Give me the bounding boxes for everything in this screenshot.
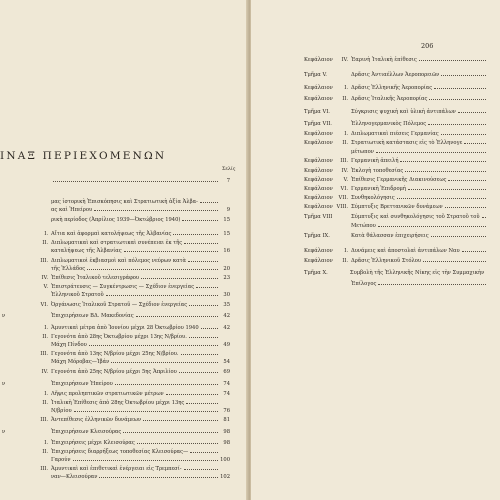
leader-dots: [141, 273, 218, 279]
toc-entry: [2, 349, 230, 357]
toc-entry: [304, 55, 498, 63]
entry-title: Ἐπίλογος: [351, 281, 377, 287]
leader-dots: [181, 349, 218, 355]
entry-number: II.: [42, 240, 48, 246]
entry-label: Κεφάλαιον: [304, 204, 333, 210]
entry-page: 69: [223, 369, 230, 375]
toc-entry: [304, 166, 498, 174]
entry-number: III.: [40, 417, 48, 423]
leader-dots: [462, 246, 486, 252]
leader-dots: [94, 205, 218, 211]
toc-entry: [304, 246, 498, 254]
entry-title: Διπλωματικαὶ πιέσεις Γερμανίας: [351, 131, 439, 137]
page-number: 206: [421, 42, 434, 50]
leader-dots: [111, 357, 218, 363]
entry-title: Ἐκλογὴ τοποθεσίας: [351, 168, 404, 174]
leader-dots: [400, 156, 486, 162]
entry-number: II.: [42, 334, 48, 340]
leader-dots: [123, 427, 218, 433]
entry-label: Τμῆμα VII.: [304, 121, 332, 127]
leader-dots: [431, 231, 486, 237]
leader-dots: [186, 398, 218, 404]
entry-title: Ἐπιστράτευσις — Συγκέντρωσις — Σχέδιον ἐνεργείας: [51, 284, 195, 290]
leader-dots: [115, 379, 218, 385]
toc-entry: [2, 238, 230, 246]
entry-page: 100: [220, 457, 230, 463]
entry-label: Τμῆμα VI.: [304, 109, 330, 115]
entry-title: Γερμανικὴ Ἐπιδρομή: [351, 186, 407, 192]
toc-entry: [2, 229, 230, 237]
toc-entry: [304, 212, 498, 220]
entry-label: Τμῆμα V.: [304, 72, 327, 78]
entry-prefix: ν: [2, 313, 6, 319]
entry-title: Γαρούν: [51, 457, 71, 463]
leader-dots: [397, 193, 486, 199]
leader-dots: [434, 83, 486, 89]
leader-dots: [173, 229, 218, 235]
entry-page: 23: [223, 275, 230, 281]
entry-title: Ἀντεπίθεσις ἑλληνικῶν δυνάμεων: [51, 417, 142, 423]
toc-entry: [2, 438, 230, 446]
leader-dots: [419, 55, 486, 61]
entry-label: Κεφάλαιον: [304, 158, 333, 164]
leader-dots: [166, 389, 218, 395]
leader-dots: [189, 332, 218, 338]
leader-dots: [445, 202, 486, 208]
entry-prefix: ν: [2, 381, 6, 387]
entry-page: 74: [223, 391, 230, 397]
entry-title: Συμβολὴ τῆς Ἑλληνικῆς Νίκης εἰς τὴν Συμμαχικὴν: [349, 270, 485, 276]
entry-title: Ἰταλικὴ Ἐπίθεσις ἀπὸ 28ης Ὀκτωβρίου μέχρι 13ης: [51, 400, 185, 406]
entry-title: Ἐπίθεσις Ἰταλικοῦ τελεσιγράφου: [51, 275, 140, 281]
toc-entry: [2, 367, 230, 375]
leader-dots: [405, 166, 486, 172]
toc-entry: [2, 340, 230, 348]
entry-number: VI.: [340, 186, 348, 192]
entry-number: VI.: [40, 302, 48, 308]
toc-entry: [2, 176, 230, 184]
entry-number: IV.: [341, 57, 348, 63]
leader-dots: [201, 323, 218, 329]
toc-entry: [2, 472, 230, 480]
toc-entry: [304, 129, 498, 137]
entry-title: Αἴτια καὶ ἀφορμαὶ κατολήψεως τῆς Ἀλβανίας: [51, 231, 172, 237]
entry-number: I.: [344, 131, 348, 137]
leader-dots: [428, 119, 486, 125]
entry-label: Κεφάλαιον: [304, 195, 333, 201]
entry-title: Δρᾶσις Ἰταλικῆς Ἀεροπορίας: [351, 96, 428, 102]
entry-label: Κεφάλαιον: [304, 85, 333, 91]
toc-entry: [2, 464, 230, 472]
entry-title: Συνθηκολόγησις: [351, 195, 395, 201]
toc-entry: [304, 193, 498, 201]
toc-entry: [304, 202, 498, 210]
entry-label: Κεφάλαιον: [304, 177, 333, 183]
toc-entry: [2, 300, 230, 308]
entry-number: VIII.: [336, 204, 348, 210]
entry-title: Σύμπτυξις Βρεττανικῶν δυνάμεων: [351, 204, 443, 210]
entry-page: 30: [223, 292, 230, 298]
leader-dots: [464, 138, 486, 144]
leader-dots: [200, 197, 218, 203]
entry-page: 54: [223, 359, 230, 365]
entry-number: I.: [344, 85, 348, 91]
entry-page: 76: [223, 408, 230, 414]
entry-label: Κεφάλαιον: [304, 258, 333, 264]
entry-label: Κεφάλαιον: [304, 168, 333, 174]
entry-number: V.: [43, 284, 48, 290]
entry-number: I.: [44, 231, 48, 237]
entry-page: 81: [223, 417, 230, 423]
toc-entry: [2, 282, 230, 290]
entry-page: 20: [223, 266, 230, 272]
leader-dots: [73, 455, 218, 461]
entry-title: Ἐπιχειρήσεις μέχρι Κλεισούρας: [51, 440, 135, 446]
entry-number: III.: [40, 466, 48, 472]
leader-dots: [429, 94, 486, 100]
leader-dots: [87, 264, 218, 270]
leader-dots: [408, 184, 486, 190]
entry-page: 15: [223, 217, 230, 223]
toc-entry: [304, 279, 498, 287]
toc-entry: [2, 273, 230, 281]
entry-title: Γεγονότα ἀπὸ 28ης Ὀκτωβρίου μέχρι 13ης Ν/βρίου.: [51, 334, 187, 340]
leader-dots: [136, 311, 218, 317]
toc-entry: [304, 175, 498, 183]
leader-dots: [189, 300, 218, 306]
entry-title: Δρᾶσις Ἑλληνικῆς Ἀεροπορίας: [351, 85, 433, 91]
entry-label: Κεφάλαιον: [304, 248, 333, 254]
entry-title: τῆς Ἑλλάδος: [51, 266, 86, 272]
leader-dots: [423, 256, 486, 262]
entry-number: III.: [340, 158, 348, 164]
entry-page: 102: [220, 474, 230, 480]
entry-page: 42: [223, 325, 230, 331]
entry-title: Σύγκρισις ψυχικὴ καὶ ὑλικὴ ἀντιπάλων: [351, 109, 456, 115]
toc-entry: [304, 138, 498, 146]
entry-page: 9: [226, 207, 230, 213]
entry-title: Σύμπτυξις καὶ συνθηκολόγησις τοῦ Στρατοῦ τοῦ: [351, 214, 480, 220]
leader-dots: [124, 246, 218, 252]
toc-entry: [304, 107, 498, 115]
toc-entry: [304, 221, 498, 229]
entry-title: μας ἱστορικὴ Ἐπισκόπησις καὶ Στρατιωτικὴ ἀξία Ἀλβα-: [51, 199, 198, 205]
entry-number: IV.: [341, 168, 348, 174]
entry-title: Λῆψις προληπτικῶν στρατιωτικῶν μέτρων: [51, 391, 164, 397]
toc-entry: [304, 119, 498, 127]
entry-title: Δρᾶσις Ἀντιαέλλων Ἀεροπορειῶν: [351, 72, 440, 78]
leader-dots: [106, 290, 218, 296]
entry-label: Κεφάλαιον: [304, 186, 333, 192]
entry-title: ρικὴ περίοδος (Ἀπρίλιος 1939—Ὀκτώβριος 1940): [51, 217, 181, 223]
entry-title: Διπλωματικαὶ καὶ στρατιωτικαὶ συνέπειαι ἐκ τῆς: [51, 240, 183, 246]
toc-entry: [2, 389, 230, 397]
entry-number: I.: [344, 248, 348, 254]
entry-number: IV.: [41, 275, 48, 281]
leader-dots: [179, 367, 218, 373]
leader-dots: [74, 406, 218, 412]
toc-entry: [304, 94, 498, 102]
entry-number: III.: [40, 258, 48, 264]
entry-title: Ἐπίθεσις Γερμανικῆς Διακινούσεως: [351, 177, 447, 183]
leader-dots: [441, 129, 486, 135]
entry-number: II.: [342, 258, 348, 264]
leader-dots: [482, 212, 486, 218]
entry-label: Κεφάλαιον: [304, 140, 333, 146]
entry-title: Δρᾶσις Ἑλληνικοῦ Στόλου: [351, 258, 422, 264]
entry-number: I.: [44, 391, 48, 397]
entry-number: I.: [44, 440, 48, 446]
entry-number: II.: [42, 400, 48, 406]
entry-title: Ἐπιχειρήσεων Ἠπείρου: [51, 381, 113, 387]
leader-dots: [99, 472, 218, 478]
toc-entry: [2, 406, 230, 414]
entry-page: 98: [223, 440, 230, 446]
entry-page: 49: [223, 342, 230, 348]
leader-dots: [137, 438, 218, 444]
entry-title: Ἐαρινὴ Ἰταλικὴ ἐπίθεσις: [351, 57, 417, 63]
leader-dots: [196, 282, 218, 288]
entry-title: Ὀργάνωσις Ἰταλικοῦ Στρατοῦ — Σχέδιον ἐνεργείας: [51, 302, 188, 308]
entry-label: Τμῆμα Χ.: [304, 270, 328, 276]
toc-entry: [2, 215, 230, 223]
entry-title: ναν—Κλεισούραν: [51, 474, 98, 480]
entry-prefix: ν: [2, 429, 6, 435]
entry-title: Ἐπιχειρήσεων ΒΔ. Μακεδονίας: [51, 313, 134, 319]
entry-title: Γεγονότα ἀπὸ 25ης Ν/βρίου μέχρι 5ης Ἀπριλίου: [51, 369, 177, 375]
entry-title: Ἀμυντικαὶ μέτρα ἀπὸ Ἰουνίου μέχρι 28 Ὀκτωβρίου 1940: [51, 325, 199, 331]
entry-title: Ἑλληνικοῦ Στρατοῦ: [51, 292, 104, 298]
toc-entry: [304, 147, 498, 155]
leader-dots: [458, 107, 486, 113]
toc-entry: [2, 332, 230, 340]
toc-entry: [2, 398, 230, 406]
entry-page: 74: [223, 381, 230, 387]
entry-label: Τμῆμα VIII: [304, 214, 333, 220]
toc-entry: [2, 197, 230, 205]
left-page: [0, 0, 249, 500]
entry-title: καταλήψεως τῆς Ἀλβανίας: [51, 248, 122, 254]
toc-entry: [304, 231, 498, 239]
toc-entry: [2, 246, 230, 254]
entry-title: Γερμανικὴ ἀπειλή: [351, 158, 399, 164]
entry-page: 7: [226, 178, 230, 184]
page-title: ΙΝΑΞ ΠΕΡΙΕΧΟΜΕΝΩΝ: [0, 150, 167, 162]
toc-entry: [2, 415, 230, 423]
toc-entry: [304, 156, 498, 164]
toc-entry: [2, 357, 230, 365]
entry-page: 98: [223, 429, 230, 435]
toc-entry: [2, 311, 230, 319]
entry-number: V.: [343, 177, 348, 183]
toc-entry: [304, 268, 498, 276]
entry-title: Μάχη Μόροβας—Ἰβάν: [51, 359, 110, 365]
entry-page: 42: [223, 313, 230, 319]
entry-title: Διπλωματικοὶ ἐκβιασμοὶ καὶ πόλεμος νεύρων κατὰ: [51, 258, 186, 264]
entry-page: 15: [223, 231, 230, 237]
toc-entry: [2, 447, 230, 455]
toc-entry: [2, 264, 230, 272]
entry-title: Δυνάμεις καὶ ἀποστολαὶ ἀντιπάλων Ναυ: [351, 248, 460, 254]
entry-number: II.: [342, 140, 348, 146]
entry-title: Μάχη Πίνδου: [51, 342, 87, 348]
leader-dots: [376, 147, 486, 153]
leader-dots: [53, 176, 218, 182]
entry-title: Ἑλληνογερμανικὸς Πόλεμος: [351, 121, 427, 127]
toc-entry: [2, 256, 230, 264]
toc-entry: [2, 379, 230, 387]
entry-page: 35: [223, 302, 230, 308]
leader-dots: [89, 340, 218, 346]
entry-title: Ἀμυντικαὶ καὶ ἐπιθετικαὶ ἐνέργειαι εἰς Τρεμπεσί-: [51, 466, 182, 472]
toc-entry: [304, 83, 498, 91]
leader-dots: [184, 238, 218, 244]
entry-page: 16: [223, 248, 230, 254]
entry-label: Κεφάλαιον: [304, 57, 333, 63]
leader-dots: [378, 279, 486, 285]
entry-title: Γεγονότα ἀπὸ 13ης Ν/βρίου μέχρι 25ης Ν/βρίου.: [51, 351, 179, 357]
toc-entry: [304, 70, 498, 78]
entry-number: VII.: [338, 195, 348, 201]
pages-column-header: Σελίς: [222, 167, 236, 172]
toc-entry: [304, 184, 498, 192]
entry-label: Κεφάλαιον: [304, 131, 333, 137]
entry-number: III.: [40, 351, 48, 357]
leader-dots: [190, 447, 218, 453]
entry-title: Ἐπιχειρήσεις διαρρήξεως τοποθεσίας Κλεισούρας—: [51, 449, 189, 455]
entry-title: Ἐπιχειρήσεων Κλεισούρας: [51, 429, 122, 435]
leader-dots: [182, 215, 218, 221]
leader-dots: [441, 70, 486, 76]
entry-title: μέτωπον: [351, 149, 374, 155]
entry-title: Κατὰ θάλασσαν ἐπιχειρήσεις: [351, 233, 429, 239]
right-page: [251, 0, 500, 500]
leader-dots: [143, 415, 218, 421]
toc-entry: [2, 290, 230, 298]
entry-title: ας καὶ Ἠπείρου: [51, 207, 93, 213]
toc-entry: [2, 427, 230, 435]
entry-label: Τμῆμα IX.: [304, 233, 330, 239]
leader-dots: [448, 175, 486, 181]
toc-entry: [2, 323, 230, 331]
leader-dots: [378, 221, 486, 227]
leader-dots: [188, 256, 218, 262]
toc-entry: [2, 205, 230, 213]
leader-dots: [184, 464, 218, 470]
toc-entry: [304, 256, 498, 264]
toc-entry: [2, 455, 230, 463]
entry-number: II.: [342, 96, 348, 102]
entry-title: Στρατιωτικὴ κατάστασις εἰς τὸ Ἑλληνογε: [351, 140, 463, 146]
entry-number: I.: [44, 325, 48, 331]
entry-number: IV.: [41, 369, 48, 375]
entry-label: Κεφάλαιον: [304, 96, 333, 102]
entry-number: II.: [42, 449, 48, 455]
entry-title: Μετώπου: [351, 223, 376, 229]
entry-title: Ν/βρίου: [51, 408, 72, 414]
